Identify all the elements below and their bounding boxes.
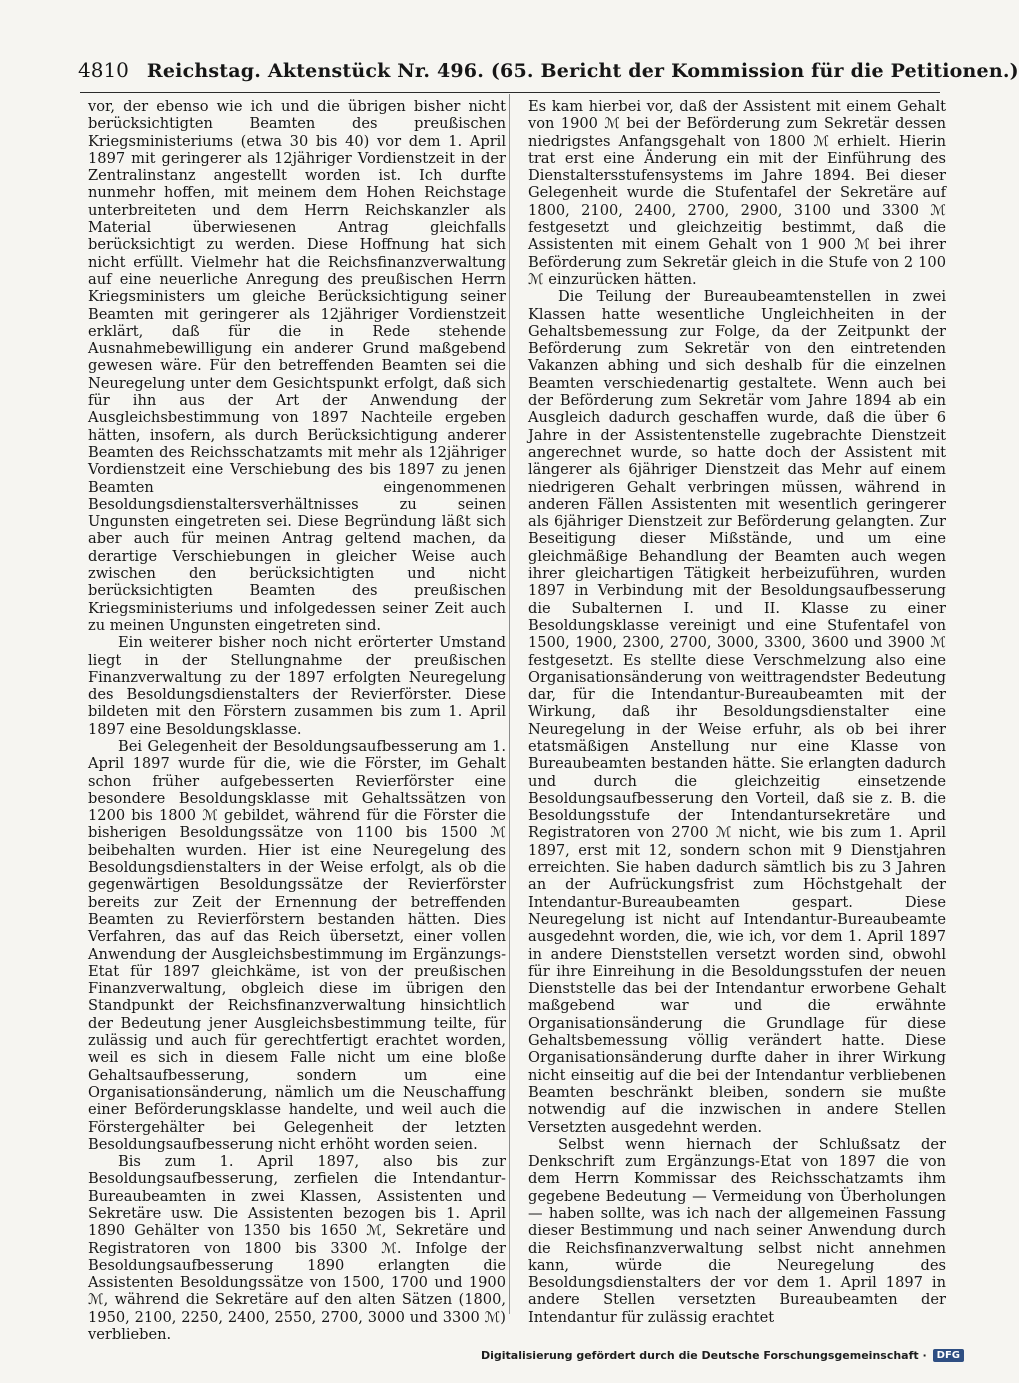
paragraph: Selbst wenn hiernach der Schlußsatz der Denkschrift zum Ergänzungs-Etat von 1897 die von dem Herrn Kommissar des Reichsschatzamts ihm gegebene Bedeutung — Vermeidung von Überholungen — haben sollte, was ich nach der allgemeinen Fassung dieser Bestimmung und nach seiner Anwendung durch die Reichsfinanzverwaltung selbst nicht annehmen kann, würde die Neuregelung des Besoldungsdienstalters der vor dem 1. April 1897 in andere Stellen versetzten Bureaubeamten der Intendantur für zulässig erachtet	[528, 1135, 946, 1326]
right-column	[528, 98, 946, 1326]
paragraph: Bis zum 1. April 1897, also bis zur Besoldungsaufbesserung, zerfielen die Intendantur-Bureaubeamten in zwei Klassen, Assistenten und Sekretäre usw. Die Assistenten bezogen bis 1. April 1890 Gehälter von 1350 bis 1650 ℳ, Sekretäre und Registratoren von 1800 bis 3300 ℳ. Infolge der Besoldungsaufbesserung 1890 erlangten die Assistenten Besoldungssätze von 1500, 1700 und 1900 ℳ, während die Sekretäre auf den alten Sätzen (1800, 1950, 2100, 2250, 2400, 2550, 2700, 3000 und 3300 ℳ) verblieben.	[88, 1153, 506, 1344]
left-column	[88, 98, 506, 1344]
footer-credit: Digitalisierung gefördert durch die Deutsche Forschungsgemeinschaft ·	[480, 1348, 927, 1362]
column-divider	[509, 94, 510, 1314]
paragraph: Bei Gelegenheit der Besoldungsaufbesserung am 1. April 1897 wurde für die, wie die Förster, im Gehalt schon früher aufgebesserten Revierförster eine besondere Besoldungsklasse mit Gehaltssätzen von 1200 bis 1800 ℳ gebildet, während für die Förster die bisherigen Besoldungssätze von 1100 bis 1500 ℳ beibehalten wurden. Hier ist eine Neuregelung des Besoldungsdienstalters in der Weise erfolgt, als ob die gegenwärtigen Besoldungssätze der Revierförster bereits zur Zeit der Ernennung der betreffenden Beamten zu Revierförstern bestanden hätten. Dies Verfahren, das auf das Reich übersetzt, einer vollen Anwendung der Ausgleichsbestimmung im Ergänzungs-Etat für 1897 gleichkäme, ist von der preußischen Finanzverwaltung, obgleich diese im übrigen den Standpunkt der Reichsfinanzverwaltung hinsichtlich der Bedeutung jener Ausgleichsbestimmung teilte, für zulässig und auch für gerechtfertigt erachtet worden, weil es sich in diesem Falle nicht um eine bloße Gehaltsaufbesserung, sondern um eine Organisationsänderung, nämlich um die Neuschaffung einer Beförderungsklasse handelte, und weil auch die Förstergehälter bei Gelegenheit der letzten Besoldungsaufbesserung nicht erhöht worden seien.	[88, 737, 506, 1153]
paragraph: vor, der ebenso wie ich und die übrigen bisher nicht berücksichtigten Beamten des preußischen Kriegsministeriums (etwa 30 bis 40) vor dem 1. April 1897 mit geringerer als 12jähriger Vordienstzeit in der Zentralinstanz angestellt worden ist. Ich durfte nunmehr hoffen, mit meinem dem Hohen Reichstage unterbreiteten und dem Herrn Reichskanzler als Material überwiesenen Antrag gleichfalls berücksichtigt zu werden. Diese Hoffnung hat sich nicht erfüllt. Vielmehr hat die Reichsfinanzverwaltung auf eine neuerliche Anregung des preußischen Herrn Kriegsministers um gleiche Berücksichtigung seiner Beamten mit geringerer als 12jähriger Vordienstzeit erklärt, daß für die in Rede stehende Ausnahmebewilligung ein anderer Grund maßgebend gewesen wäre. Für den betreffenden Beamten sei die Neuregelung unter dem Gesichtspunkt erfolgt, daß sich für ihn aus der Art der Anwendung der Ausgleichsbestimmung von 1897 Nachteile ergeben hätten, insofern, als durch Berücksichtigung anderer Beamten des Reichsschatzamts mit mehr als 12jähriger Vordienstzeit eine Verschiebung des bis 1897 zu jenen Beamten eingenommenen Besoldungsdienstaltersverhältnisses zu seinen Ungunsten eingetreten sei. Diese Begründung läßt sich aber auch für meinen Antrag geltend machen, da derartige Verschiebungen in gleicher Weise auch zwischen den berücksichtigten und nicht berücksichtigten Beamten des preußischen Kriegsministeriums und infolgedessen seiner Zeit auch zu meinen Ungunsten eingetreten sind.	[88, 98, 506, 634]
dfg-logo: DFG	[933, 1349, 964, 1362]
page-footer	[481, 1345, 964, 1365]
paragraph: Ein weiterer bisher noch nicht erörterter Umstand liegt in der Stellungnahme der preußischen Finanzverwaltung zu der 1897 erfolgten Neuregelung des Besoldungsdienstalters der Revierförster. Diese bildeten mit den Förstern zusammen bis zum 1. April 1897 eine Besoldungsklasse.	[88, 634, 506, 738]
page-number: 4810	[78, 58, 129, 82]
page-header	[78, 58, 1019, 88]
paragraph: Es kam hierbei vor, daß der Assistent mit einem Gehalt von 1900 ℳ bei der Beförderung zum Sekretär dessen niedrigstes Anfangsgehalt von 1800 ℳ erhielt. Hierin trat erst eine Änderung ein mit der Einführung des Dienstaltersstufensystems im Jahre 1894. Bei dieser Gelegenheit wurde die Stufentafel der Sekretäre auf 1800, 2100, 2400, 2700, 2900, 3100 und 3300 ℳ festgesetzt und gleichzeitig bestimmt, daß die Assistenten mit einem Gehalt von 1 900 ℳ bei ihrer Beförderung zum Sekretär gleich in die Stufe von 2 100 ℳ einzurücken hätten.	[528, 98, 946, 288]
header-title: Reichstag. Aktenstück Nr. 496. (65. Bericht der Kommission für die Petitionen.)	[146, 60, 1019, 82]
header-rule	[80, 92, 940, 93]
paragraph: Die Teilung der Bureaubeamtenstellen in zwei Klassen hatte wesentliche Ungleichheiten in der Gehaltsbemessung zur Folge, da der Zeitpunkt der Beförderung zum Sekretär von den eintretenden Vakanzen abhing und sich deshalb für die einzelnen Beamten verschiedenartig gestaltete. Wenn auch bei der Beförderung zum Sekretär vom Jahre 1894 ab ein Ausgleich dadurch geschaffen wurde, daß die über 6 Jahre in der Assistentenstelle zugebrachte Dienstzeit angerechnet wurde, so hatte doch der Assistent mit längerer als 6jähriger Dienstzeit das Mehr auf einem niedrigeren Gehalt verbringen müssen, während in anderen Fällen Assistenten mit wesentlich geringerer als 6jähriger Dienstzeit zur Beförderung gelangten. Zur Beseitigung dieser Mißstände, und um eine gleichmäßige Behandlung der Beamten auch wegen ihrer gleichartigen Tätigkeit herbeizuführen, wurden 1897 in Verbindung mit der Besoldungsaufbesserung die Subalternen I. und II. Klasse zu einer Besoldungsklasse vereinigt und eine Stufentafel von 1500, 1900, 2300, 2700, 3000, 3300, 3600 und 3900 ℳ festgesetzt. Es stellte diese Verschmelzung also eine Organisationsänderung von weittragendster Bedeutung dar, für die Intendantur-Bureaubeamten mit der Wirkung, daß ihr Besoldungsdienstalter eine Neuregelung in der Weise erfuhr, als ob bei ihrer etatsmäßigen Anstellung nur eine Klasse von Bureaubeamten bestanden hätte. Sie erlangten dadurch und durch die gleichzeitig einsetzende Besoldungsaufbesserung den Vorteil, daß sie z. B. die Besoldungsstufe der Intendantursekretäre und Registratoren von 2700 ℳ nicht, wie bis zum 1. April 1897, erst mit 12, sondern schon mit 9 Dienstjahren erreichten. Sie haben dadurch sämtlich bis zu 3 Jahren an der Aufrückungsfrist zum Höchstgehalt der Intendantur-Bureaubeamten gespart. Diese Neuregelung ist nicht auf Intendantur-Bureaubeamte ausgedehnt worden, die, wie ich, vor dem 1. April 1897 in andere Dienststellen versetzt worden sind, obwohl für ihre Einreihung in die Besoldungsstufen der neuen Dienststelle das bei der Intendantur erworbene Gehalt maßgebend war und die erwähnte Organisationsänderung die Grundlage für diese Gehaltsbemessung völlig verändert hatte. Diese Organisationsänderung durfte daher in ihrer Wirkung nicht einseitig auf die bei der Intendantur verbliebenen Beamten beschränkt bleiben, sondern sie mußte notwendig auf die inzwischen in andere Stellen Versetzten ausgedehnt werden.	[528, 288, 946, 1136]
